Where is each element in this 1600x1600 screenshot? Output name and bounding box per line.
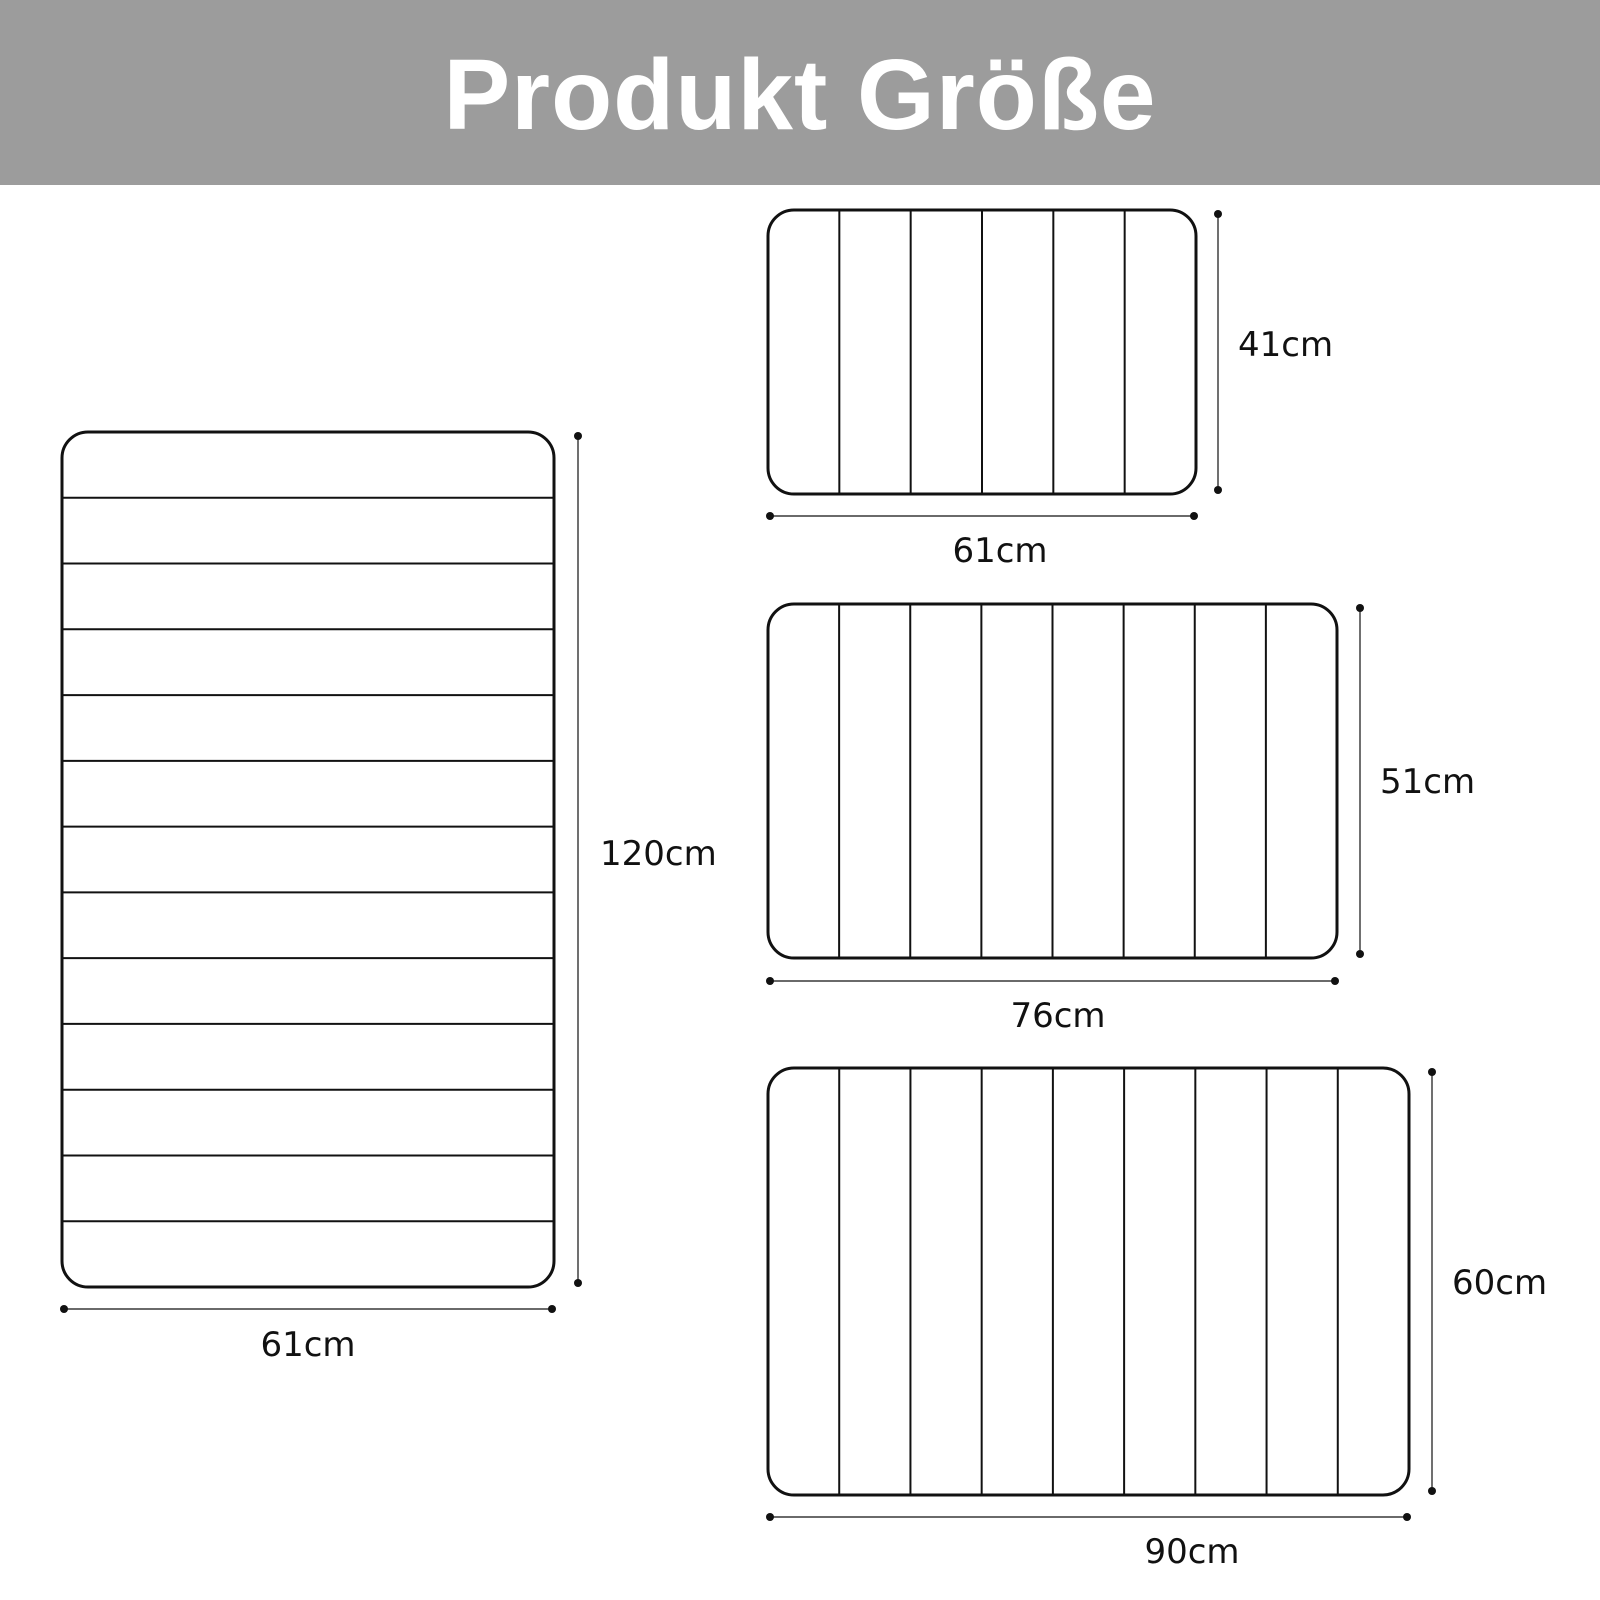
mat-xl-height-dimension-end xyxy=(1428,1068,1436,1076)
mat-large-width-dimension-end xyxy=(548,1305,556,1313)
mat-medium-height-label: 51cm xyxy=(1380,762,1476,802)
mat-xl-width-label: 90cm xyxy=(1144,1532,1240,1572)
mat-small-height-label: 41cm xyxy=(1238,325,1334,365)
mat-xl-width-dimension-end xyxy=(1403,1513,1411,1521)
mat-medium-width-dimension-end xyxy=(1331,977,1339,985)
mat-xl xyxy=(766,1068,1547,1572)
mat-large-height-dimension-end xyxy=(574,432,582,440)
mat-large-height-dimension-end xyxy=(574,1279,582,1287)
mat-large-outline xyxy=(62,432,554,1287)
page-title: Produkt Größe xyxy=(443,39,1157,151)
mat-xl-height-label: 60cm xyxy=(1452,1263,1548,1303)
mat-small-height-dimension-end xyxy=(1214,210,1222,218)
mat-medium-height-dimension-end xyxy=(1356,604,1364,612)
mat-large-height-label: 120cm xyxy=(600,834,717,874)
mat-large-width-dimension-end xyxy=(60,1305,68,1313)
mat-large xyxy=(60,432,717,1365)
mat-large-width-label: 61cm xyxy=(260,1325,356,1365)
mat-xl-outline xyxy=(768,1068,1409,1495)
mat-medium-width-dimension-end xyxy=(766,977,774,985)
mat-small-width-dimension-end xyxy=(1190,512,1198,520)
mat-small-height-dimension-end xyxy=(1214,486,1222,494)
mat-xl-width-dimension-end xyxy=(766,1513,774,1521)
mat-small-width-dimension-end xyxy=(766,512,774,520)
mat-small-width-label: 61cm xyxy=(952,531,1048,571)
mat-small xyxy=(766,210,1333,571)
mat-medium xyxy=(766,604,1475,1036)
mat-xl-height-dimension-end xyxy=(1428,1487,1436,1495)
mat-medium-height-dimension-end xyxy=(1356,950,1364,958)
mat-medium-width-label: 76cm xyxy=(1010,996,1106,1036)
